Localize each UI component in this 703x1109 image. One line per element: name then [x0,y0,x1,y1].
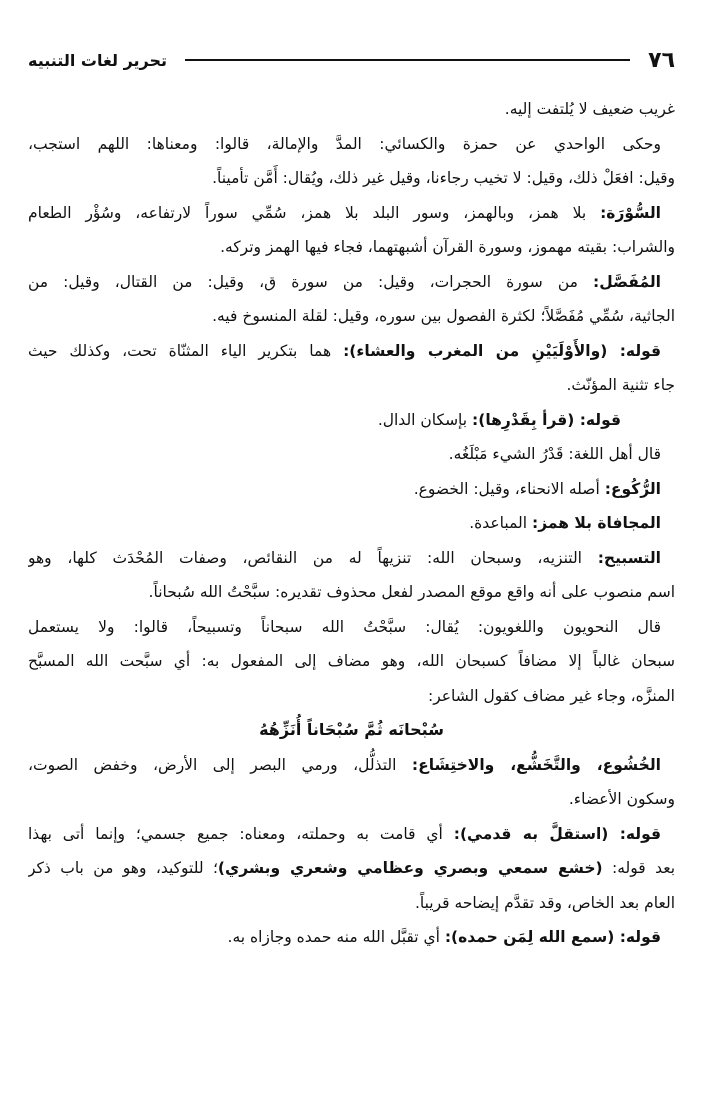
text-line [28,817,675,852]
text-line [28,403,675,438]
line-text: المباعدة. [469,514,532,532]
text-line [28,886,675,921]
text-line [28,506,675,541]
text-line [28,679,675,714]
glossary-term: التسبيح: [597,548,661,567]
header-rule [185,59,630,61]
text-line [28,610,675,645]
text-line [28,575,675,610]
line-text: ؛ للتوكيد، وهو من باب ذكر [28,859,218,877]
text-line [28,299,675,334]
line-text: بلا همز، وبالهمز، وسور البلد بلا همز، سُمِّي سوراً لارتفاعه، وسُؤْر الطعام [28,203,601,222]
line-text: جاء تثنية المؤنّث. [566,376,675,394]
text-line [28,127,675,162]
text-line [28,230,675,265]
glossary-term: المجافاة بلا همز: [532,514,661,532]
line-text: قال النحويون واللغويون: يُقال: سبَّحْتُ الله سبحاناً وتسبيحاً، قالوا: ولا يستعمل [28,617,661,636]
text-line [28,472,675,507]
text-line [28,196,675,231]
line-text: أي تقبَّل الله منه حمده وجازاه به. [227,928,445,946]
glossary-term: قوله: (قرأ بِقَدْرِها): [472,410,621,429]
line-text: التذلُّل، ورمي البصر إلى الأرض، وخفض الصوت، [28,755,412,774]
glossary-term: السُّوْرَة: [600,203,661,222]
page-number: ٧٦ [648,47,675,73]
line-text: سُبْحانَه ثُمَّ سُبْحَاناً أُنَزِّهُهُ [259,720,444,739]
running-title: تحرير لغات التنبيه [28,50,168,70]
text-line [28,161,675,196]
text-line [28,92,675,127]
line-text: غريب ضعيف لا يُلتفت إليه. [504,100,675,118]
text-line [28,748,675,783]
glossary-term: الرُّكُوع: [604,479,661,498]
text-line [28,713,675,748]
line-text: بإسكان الدال. [377,410,473,429]
line-text: وقيل: افعَلْ ذلك، وقيل: لا تخيب رجاءنا، وقيل غير ذلك، ويُقال: أَمَّن تأميناً. [212,169,675,187]
text-line [28,334,675,369]
text-line [28,541,675,576]
glossary-term: قوله: (سمع الله لِمَن حمده): [444,928,661,946]
line-text: التنزيه، وسبحان الله: تنزيهاً له من النقائص، وصفات المُحْدَث كلها، وهو [28,548,598,567]
glossary-term: قوله: (والأَوْلَيَيْنِ من المغرب والعشاء): [343,341,662,360]
glossary-term: الخُشُوع، والتَّخَشُّع، والاختِشَاع: [411,755,661,774]
line-text: العام بعد الخاص، وقد تقدَّم إيضاحه قريباً. [414,893,675,912]
text-line [28,782,675,817]
line-text: اسم منصوب على أنه واقع موقع المصدر لفعل محذوف تقديره: سبَّحْتُ الله سُبحاناً. [148,583,675,601]
line-text: أصله الانحناء، وقيل: الخضوع. [413,479,605,498]
line-text: وسكون الأعضاء. [568,790,675,808]
text-line [28,644,675,679]
line-text: هما بتكرير الياء المثنّاة تحت، وكذلك حيث [28,341,344,360]
glossary-term: المُفَصَّل: [593,272,661,291]
line-prefix: بعد قوله: [602,859,675,877]
line-text: أي قامت به وحملته، ومعناه: جميع جسمي؛ وإنما أتى بهذا [28,824,454,843]
line-text: والشراب: بقيته مهموز، وسورة القرآن أشبهتهما، فجاء فيها الهمز وتركه. [220,238,675,256]
page-header [28,40,675,80]
line-text: وحكى الواحدي عن حمزة والكسائي: المدَّ والإمالة، قالوا: ومعناها: اللهم استجب، [28,134,661,153]
glossary-term: قوله: (استقلَّ به قدمي): [453,824,661,843]
glossary-term: (خشع سمعي وبصري وعظامي وشعري وبشري) [217,859,603,877]
line-text: قال أهل اللغة: قَدْرُ الشيء مَبْلَغُه. [448,445,661,463]
text-line [28,920,675,955]
text-line [28,851,675,886]
line-text: المنزَّه، وجاء غير مضاف كقول الشاعر: [427,686,675,705]
body-text [28,92,675,955]
text-line [28,265,675,300]
text-line [28,368,675,403]
text-line [28,437,675,472]
line-text: سبحان غالباً إلا مضافاً كسبحان الله، وهو مضاف إلى المفعول به: أي سبَّحت الله المسبَّح [28,652,675,670]
line-text: من سورة الحجرات، وقيل: من سورة ق، وقيل: من القتال، وقيل: من [28,272,593,291]
line-text: الجاثية، سُمِّي مُفَصَّلاً؛ لكثرة الفصول بين سوره، وقيل: لقلة المنسوخ فيه. [212,307,675,325]
